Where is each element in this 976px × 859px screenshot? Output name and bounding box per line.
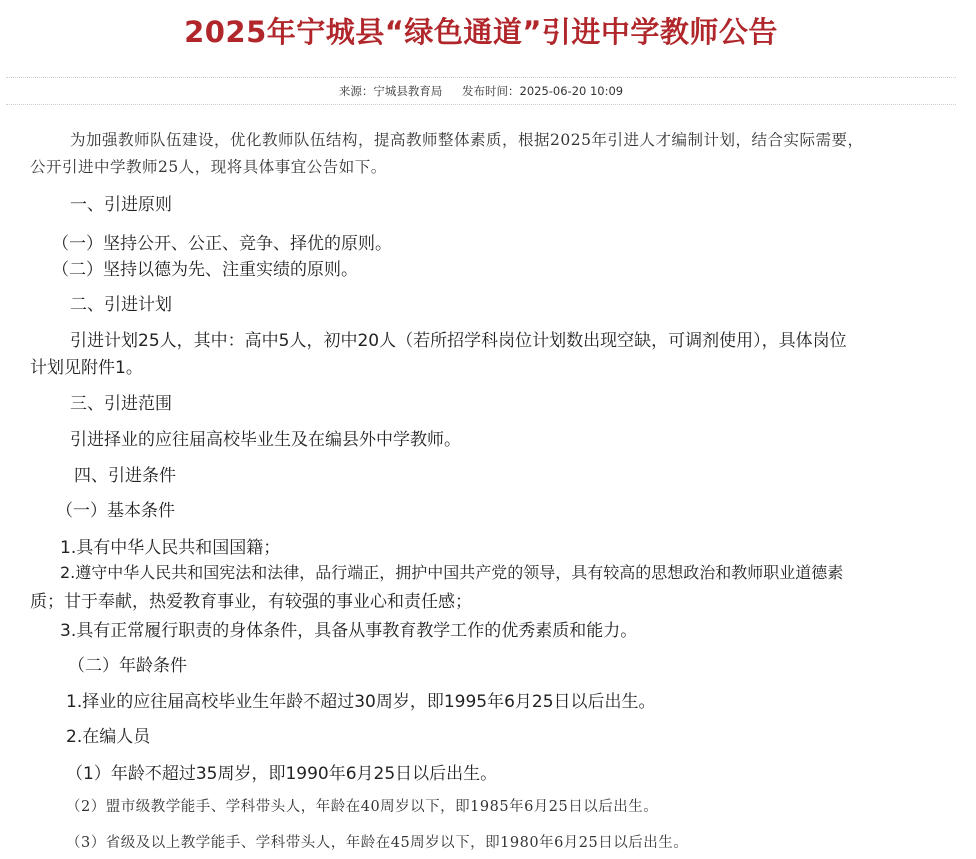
intro-paragraph-line1: 为加强教师队伍建设，优化教师队伍结构，提高教师整体素质，根据2025年引进人才编制计划，结合实际需要， xyxy=(70,131,864,149)
age-condition-item: 2.在编人员 xyxy=(66,727,151,747)
section-heading: 二、引进计划 xyxy=(70,295,172,315)
condition-item-continued: 质；甘于奉献，热爱教育事业，有较强的事业心和责任感； xyxy=(30,592,472,612)
condition-item: 1.具有中华人民共和国国籍； xyxy=(60,538,281,558)
age-condition-item: 1.择业的应往届高校毕业生年龄不超过30周岁，即1995年6月25日以后出生。 xyxy=(66,692,656,712)
divider-top xyxy=(6,77,956,78)
section-heading: 一、引进原则 xyxy=(70,195,172,215)
publish-time: 发布时间：2025-06-20 10:09 xyxy=(462,84,624,98)
scope-paragraph: 引进择业的应往届高校毕业生及在编县外中学教师。 xyxy=(70,430,461,450)
article-meta xyxy=(0,80,962,102)
subsection-heading: （二）年龄条件 xyxy=(68,656,187,676)
divider-bottom xyxy=(6,104,956,105)
principle-item: （一）坚持公开、公正、竞争、择优的原则。 xyxy=(52,234,392,254)
age-condition-subitem: （1）年龄不超过35周岁，即1990年6月25日以后出生。 xyxy=(66,764,498,784)
intro-paragraph-line2: 公开引进中学教师25人，现将具体事宜公告如下。 xyxy=(30,158,387,176)
section-heading: 三、引进范围 xyxy=(70,394,172,414)
section-heading: 四、引进条件 xyxy=(74,466,176,486)
article-title: 2025年宁城县“绿色通道”引进中学教师公告 xyxy=(184,15,778,49)
age-condition-subitem: （3）省级及以上教学能手、学科带头人，年龄在45周岁以下，即1980年6月25日以后出生。 xyxy=(66,835,689,851)
plan-paragraph-line2: 计划见附件1。 xyxy=(30,358,143,378)
plan-paragraph-line1: 引进计划25人，其中：高中5人，初中20人（若所招学科岗位计划数出现空缺，可调剂使用），具体岗位 xyxy=(70,331,847,351)
condition-item: 2.遵守中华人民共和国宪法和法律，品行端正，拥护中国共产党的领导，具有较高的思想政治和教师职业道德素 xyxy=(60,563,844,582)
age-condition-subitem: （2）盟市级教学能手、学科带头人，年龄在40周岁以下，即1985年6月25日以后出生。 xyxy=(66,799,659,815)
condition-item: 3.具有正常履行职责的身体条件，具备从事教育教学工作的优秀素质和能力。 xyxy=(60,621,638,641)
source-label: 来源：宁城县教育局 xyxy=(338,84,443,98)
principle-item: （二）坚持以德为先、注重实绩的原则。 xyxy=(52,260,358,280)
subsection-heading: （一）基本条件 xyxy=(56,501,175,521)
